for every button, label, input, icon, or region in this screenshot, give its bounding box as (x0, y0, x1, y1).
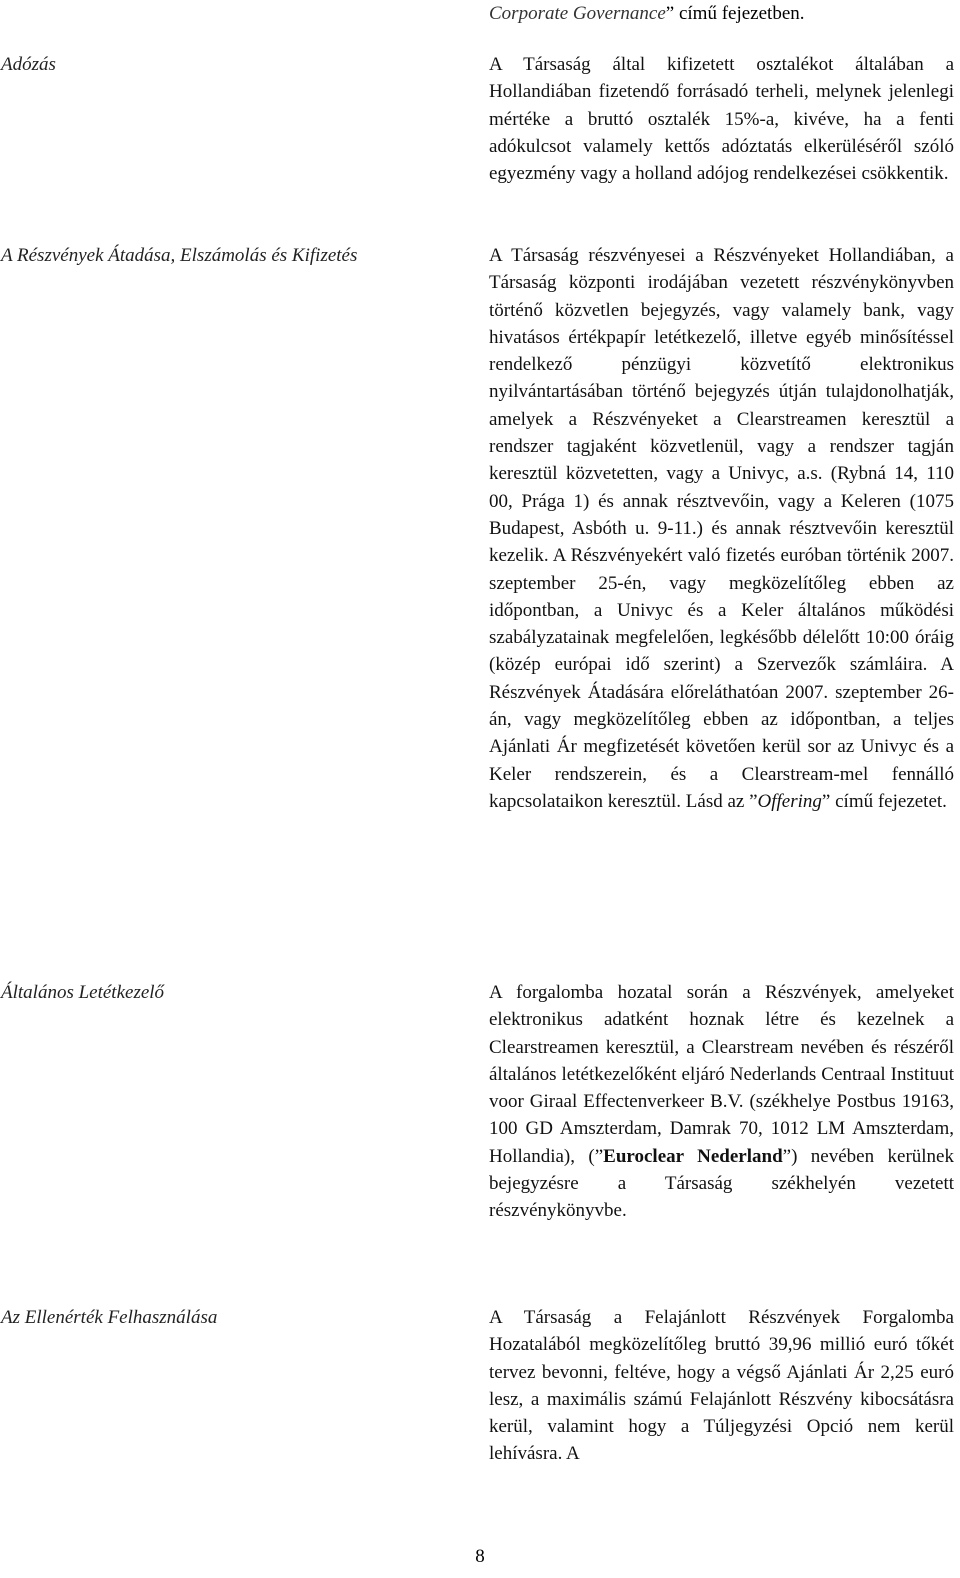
section-term: Adózás (1, 54, 56, 75)
intro-suffix: ” című fejezetben. (665, 3, 805, 24)
section-body-start: A forgalomba hozatal során a Részvények, amelyeket elektronikus adatként hoznak létre és kezelnek a Clearstreamen keresztül, a Clearstream nevében és részéről általános letétkezelőként eljáró Nederlands Centraal Instituut voor Giraal Effectenverkeer B.V. (székhelye Postbus 19163, 100 GD Amszterdam, Damrak 70, 1012 LM Amszterdam, Hollandia), (” (489, 982, 954, 1167)
section-body-end: ”) nevében kerülnek bejegyzésre a Társaság székhelyén vezetett részvénykönyvbe. (489, 1145, 954, 1222)
section-term: A Részvények Átadása, Elszámolás és Kifizetés (1, 245, 358, 266)
section-text (489, 242, 954, 815)
section-text: A Társaság által kifizetett osztalékot általában a Hollandiában fizetendő forrásadó terheli, melynek jelenlegi mértéke a bruttó osztalék 15%-a, kivéve, ha a fenti adókulcsot valamely kettős adóztatás elkerüléséről szóló egyezmény vagy a holland adójog rendelkezései csökkentik. (489, 54, 954, 185)
ref-title: Offering (757, 790, 822, 812)
section-term: Az Ellenérték Felhasználása (1, 1307, 218, 1328)
ref-open: ” (749, 790, 758, 812)
section-term: Általános Letétkezelő (1, 982, 165, 1003)
section-text (489, 979, 954, 1225)
section-atadas (0, 242, 960, 957)
ref-close: ” című fejezetet. (821, 790, 947, 812)
section-ellenertek (0, 1304, 960, 1489)
defined-term: Euroclear Nederland (603, 1145, 783, 1167)
section-body: A Társaság részvényesei a Részvényeket Hollandiában, a Társaság központi irodájában vezetett részvénykönyvben történő közvetlen bejegyzés, vagy valamely bank, vagy hivatásos értékpapír letétkezelő, illetve egyéb minősítéssel rendelkező pénzügyi közvetítő elektronikus nyilvántartásában történő bejegyzés útján tulajdonolhatják, amelyek a Részvényeket a Clearstreamen keresztül a rendszer tagjaként közvetlenül, vagy a rendszer tagján keresztül közvetetten, vagy a Univyc, a.s. (Rybná 14, 110 00, Prága 1) és annak résztvevőin, vagy a Keleren (1075 Budapest, Asbóth u. 9-11.) és annak résztvevőin keresztül kezelik. A Részvényekért való fizetés euróban történik 2007. szeptember 25-én, vagy megközelítőleg ebben az időpontban, a Univyc és a Keler általános működési szabályzatainak megfelelően, legkésőbb délelőtt 10:00 óráig (közép európai idő szerint) a Szervezők számláira. A Részvények Átadására előreláthatóan 2007. szeptember 26-án, vagy megközelítőleg ebben az időpontban, a teljes Ajánlati Ár megfizetését követően kerül sor az Univyc és a Keler rendszerein, és a Clearstream-mel fennálló kapcsolataikon keresztül. Lásd az (489, 245, 954, 812)
intro-line (489, 0, 954, 27)
page-number: 8 (475, 1546, 485, 1567)
section-text: A Társaság a Felajánlott Részvények Forgalomba Hozatalából megközelítőleg bruttó 39,96 millió euró tőkét tervez bevonni, feltéve, hogy a végső Ajánlati Ár 2,25 euró lesz, a maximális számú Felajánlott Részvény kibocsátásra kerül, valamint hogy a Túljegyzési Opció nem kerül lehívásra. A (489, 1307, 954, 1465)
intro-title: Corporate Governance (489, 3, 666, 24)
section-adozas (0, 51, 960, 216)
section-letetkezelo (0, 979, 960, 1284)
